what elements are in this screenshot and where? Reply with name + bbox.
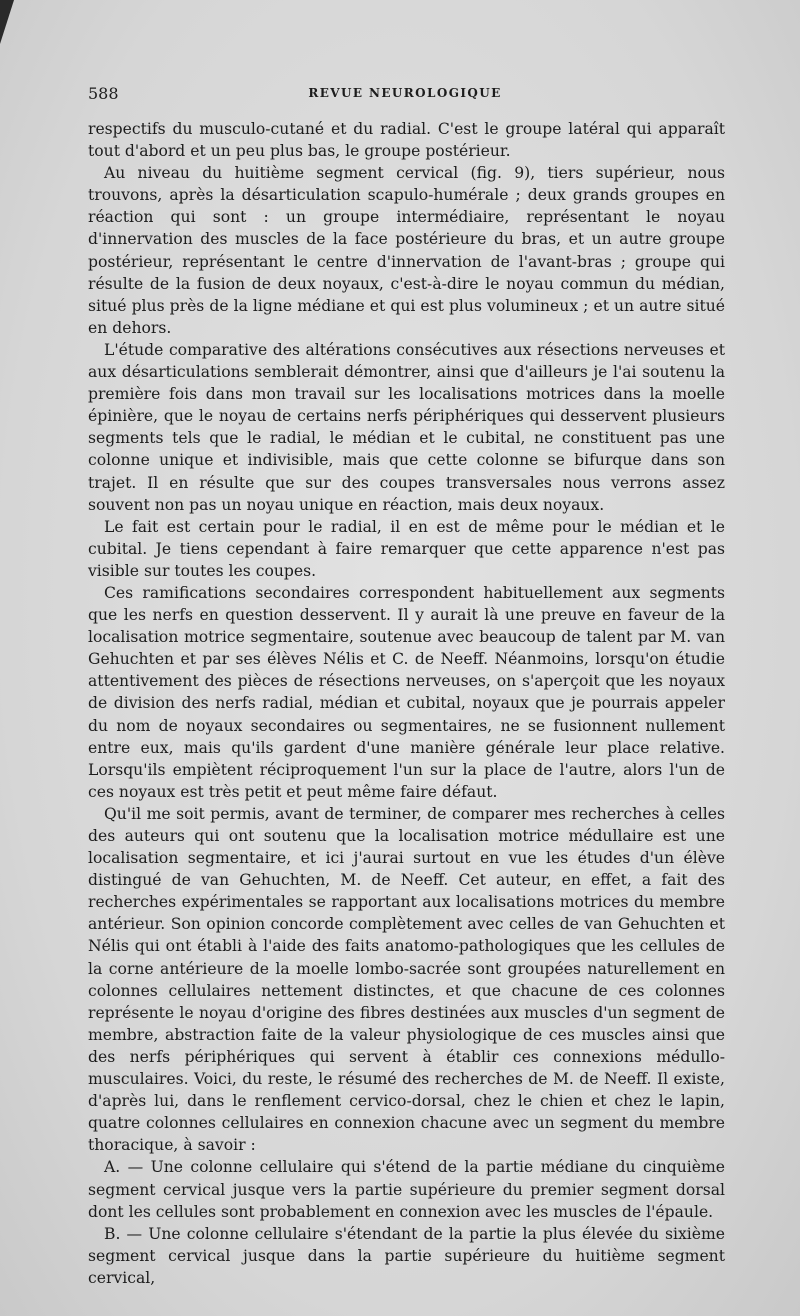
body-text <box>88 118 725 1289</box>
paragraph: Ces ramifications secondaires correspondent habituellement aux segments que les nerfs en question desservent. Il y aurait là une preuve en faveur de la localisation motrice segmentaire, soutenue avec beaucoup de talent par M. van Gehuchten et par ses élèves Nélis et C. de Neeff. Néanmoins, lorsqu'on étudie attentivement des pièces de résections nerveuses, on s'aperçoit que les noyaux de division des nerfs radial, médian et cubital, noyaux que je pourrais appeler du nom de noyaux secondaires ou segmentaires, ne se fusionnent nullement entre eux, mais qu'ils gardent d'une manière générale leur place relative. Lorsqu'ils empiètent réciproquement l'un sur la place de l'autre, alors l'un de ces noyaux est très petit et peut même faire défaut. <box>88 583 725 801</box>
running-title: REVUE NEUROLOGIQUE <box>308 86 502 100</box>
paragraph: Le fait est certain pour le radial, il en est de même pour le médian et le cubital. Je tiens cependant à faire remarquer que cette apparence n'est pas visible sur toutes les coupes. <box>88 517 725 580</box>
paragraph-list-item-a: A. — Une colonne cellulaire qui s'étend de la partie médiane du cinquième segment cervical jusque vers la partie supérieure du premier segment dorsal dont les cellules sont probablement en connexion avec les muscles de l'épaule. <box>88 1158 725 1221</box>
paragraph: L'étude comparative des altérations consécutives aux résections nerveuses et aux désarticulations semblerait démontrer, ainsi que d'ailleurs je l'ai soutenu la première fois dans mon travail sur les localisations motrices dans la moelle épinière, que le noyau de certains nerfs périphériques qui desservent plusieurs segments tels que le radial, le médian et le cubital, ne constituent pas une colonne unique et indivisible, mais que cette colonne se bifurque dans son trajet. Il en résulte que sur des coupes transversales nous verrons assez souvent non pas un noyau unique en réaction, mais deux noyaux. <box>88 340 725 514</box>
paragraph: Qu'il me soit permis, avant de terminer, de comparer mes recherches à celles des auteurs qui ont soutenu que la localisation motrice médullaire est une localisation segmentaire, et ici j'aurai surtout en vue les études d'un élève distingué de van Gehuchten, M. de Neeff. Cet auteur, en effet, a fait des recherches expérimentales se rapportant aux localisations motrices du membre antérieur. Son opinion concorde complètement avec celles de van Gehuchten et Nélis qui ont établi à l'aide des faits anatomo-pathologiques que les cellules de la corne antérieure de la moelle lombo-sacrée sont groupées naturellement en colonnes cellulaires nettement distinctes, et que chacune de ces colonnes représente le noyau d'origine des fibres destinées aux muscles d'un segment de membre, abstraction faite de la valeur physiologique de ces muscles ainsi que des nerfs périphériques qui servent à établir ces connexions médullo-musculaires. Voici, du reste, le résumé des recherches de M. de Neeff. Il existe, d'après lui, dans le renflement cervico-dorsal, chez le chien et chez le lapin, quatre colonnes cellulaires en connexion chacune avec un segment du membre thoracique, à savoir : <box>88 804 725 1155</box>
page-number: 588 <box>88 84 119 103</box>
paragraph-list-item-b: B. — Une colonne cellulaire s'étendant de la partie la plus élevée du sixième segment cervical jusque dans la partie supérieure du huitième segment cervical, <box>88 1224 725 1287</box>
paragraph-continued: respectifs du musculo-cutané et du radial. C'est le groupe latéral qui apparaît tout d'abord et un peu plus bas, le groupe postérieur. <box>88 120 725 161</box>
page-header <box>88 84 722 108</box>
page-corner-shadow <box>0 0 14 44</box>
paragraph: Au niveau du huitième segment cervical (fig. 9), tiers supérieur, nous trouvons, après la désarticulation scapulo-humérale ; deux grands groupes en réaction qui sont : un groupe intermédiaire, représentant le noyau d'innervation des muscles de la face postérieure du bras, et un autre groupe postérieur, représentant le centre d'innervation de l'avant-bras ; groupe qui résulte de la fusion de deux noyaux, c'est-à-dire le noyau commun du médian, situé plus près de la ligne médiane et qui est plus volumineux ; et un autre situé en dehors. <box>88 164 725 337</box>
